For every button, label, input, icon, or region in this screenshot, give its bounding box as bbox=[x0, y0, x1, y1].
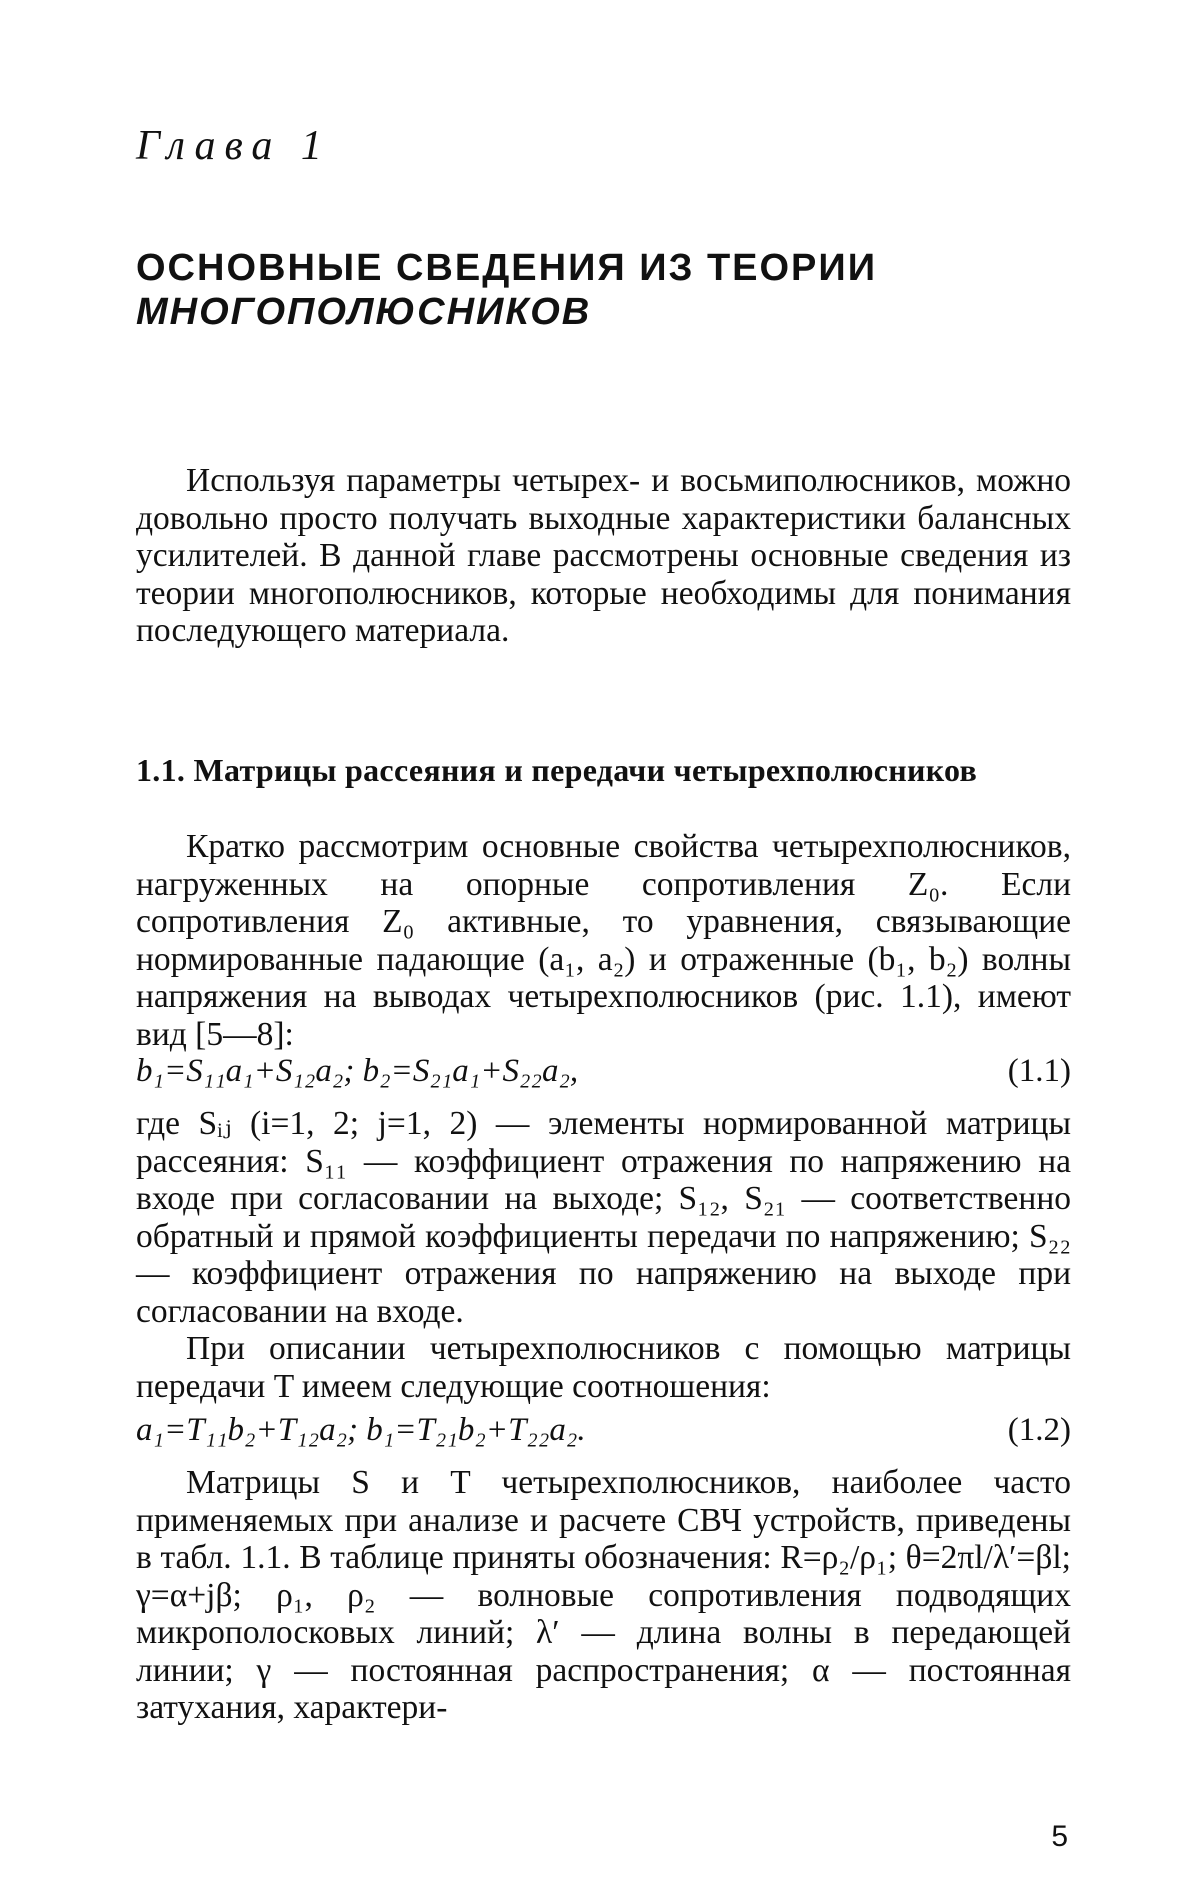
chapter-label: Глава 1 bbox=[136, 123, 331, 169]
chapter-title-line2: МНОГОПОЛЮСНИКОВ bbox=[136, 291, 592, 333]
equation-1-2-number: (1.2) bbox=[1007, 1412, 1071, 1448]
equation-1-1-body: b₁=S₁₁a₁+S₁₂a₂; b₂=S₂₁a₁+S₂₂a₂, bbox=[136, 1053, 579, 1089]
intro-paragraph bbox=[136, 462, 1071, 650]
section-heading: 1.1. Матрицы рассеяния и передачи четырехполюсников bbox=[136, 752, 978, 788]
equation-1-1-number: (1.1) bbox=[1007, 1053, 1071, 1089]
chapter-title-line1: ОСНОВНЫЕ СВЕДЕНИЯ ИЗ ТЕОРИИ bbox=[136, 247, 878, 289]
body-paragraph-3 bbox=[136, 1464, 1071, 1727]
equation-1-2 bbox=[136, 1412, 1071, 1452]
paragraph-1-text: Кратко рассмотрим основные свойства четырехполюсников, нагруженных на опорные сопротивления Z₀. Если сопротивления Z₀ активные, то уравнения, связывающие нормированные падающие (a₁, a₂) и отраженные (b₁, b₂) волны напряжения на выводах четырехполюсников (рис. 1.1), имеют вид [5—8]: bbox=[136, 828, 1071, 1053]
paragraph-2b-text: При описании четырехполюсников с помощью матрицы передачи T имеем следующие соотношения: bbox=[136, 1330, 1071, 1405]
paragraph-3-text: Матрицы S и T четырехполюсников, наиболее часто применяемых при анализе и расчете СВЧ устройств, приведены в табл. 1.1. В таблице приняты обозначения: R=ρ₂/ρ₁; θ=2πl/λ′=βl; γ=α+jβ; ρ₁, ρ₂ — волновые сопротивления подводящих микрополосковых линий; λ′ — длина волны в передающей линии; γ — постоянная распространения; α — постоянная затухания, характери- bbox=[136, 1464, 1071, 1726]
paragraph-2-text: где Sᵢⱼ (i=1, 2; j=1, 2) — элементы нормированной матрицы рассеяния: S₁₁ — коэффициент отражения по напряжению на входе при согласовании на выходе; S₁₂, S₂₁ — соответственно обратный и прямой коэффициенты передачи по напряжению; S₂₂ — коэффициент отражения по напряжению на выходе при согласовании на входе. bbox=[136, 1105, 1071, 1330]
body-paragraph-1 bbox=[136, 828, 1071, 1053]
equation-1-1 bbox=[136, 1053, 1071, 1093]
chapter-title bbox=[136, 246, 1076, 334]
intro-text: Используя параметры четырех- и восьмиполюсников, можно довольно просто получать выходные характеристики балансных усилителей. В данной главе рассмотрены основные сведения из теории многополюсников, которые необходимы для понимания последующего материала. bbox=[136, 462, 1071, 649]
equation-1-2-body: a₁=T₁₁b₂+T₁₂a₂; b₁=T₂₁b₂+T₂₂a₂. bbox=[136, 1412, 586, 1448]
body-paragraph-2 bbox=[136, 1105, 1071, 1405]
page-number: 5 bbox=[1051, 1820, 1068, 1853]
